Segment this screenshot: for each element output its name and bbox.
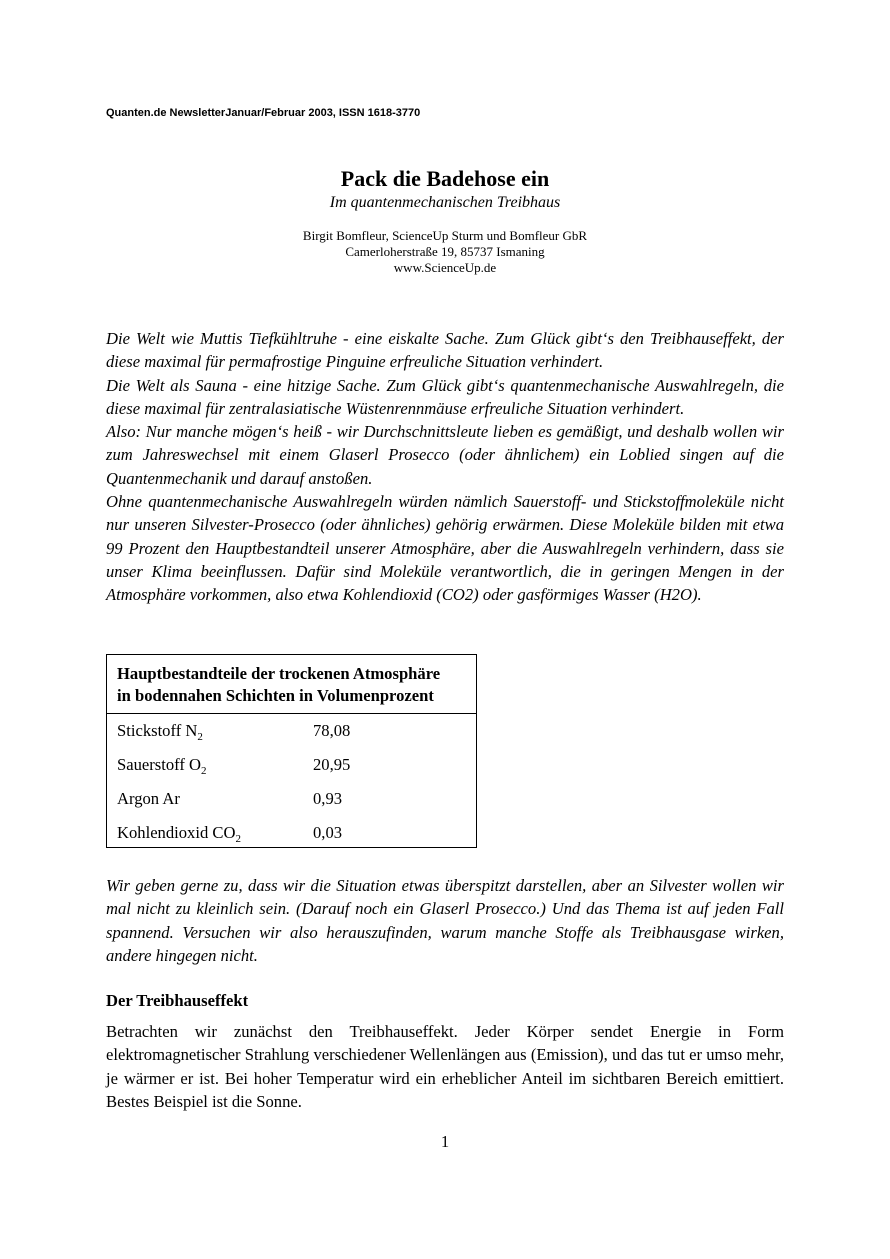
table-heading-line: in bodennahen Schichten in Volumenprozent bbox=[117, 686, 434, 705]
table-heading bbox=[107, 655, 476, 714]
gas-value: 20,95 bbox=[313, 755, 351, 774]
atmosphere-table bbox=[106, 654, 477, 848]
gas-name: Stickstoff $N_2$ bbox=[117, 721, 203, 743]
gas-name: Kohlendioxid $CO_2$ bbox=[117, 823, 241, 845]
after-table-text bbox=[106, 874, 784, 967]
table-heading-line: Hauptbestandteile der trockenen Atmosphäre bbox=[117, 664, 441, 683]
intro-paragraph: Ohne quantenmechanische Auswahlregeln würden nämlich Sauerstoff- und Stickstoffmoleküle nicht nur unseren Silvester-Prosecco (oder ähnliches) gehörig erwärmen. Diese Moleküle bilden mit etwa 99 Prozent den Hauptbestandteil unserer Atmosphäre, aber die Auswahlregeln verhindern, dass sie unser Klima beeinflussen. Dafür sind Moleküle verantwortlich, die in geringen Mengen in der Atmosphäre vorkommen, also etwa Kohlendioxid (CO2) oder gasförmiges Wasser (H2O). bbox=[106, 492, 784, 605]
section-text bbox=[106, 1020, 784, 1113]
table-row bbox=[107, 816, 476, 850]
address-line: Camerloherstraße 19, 85737 Ismaning bbox=[345, 244, 545, 259]
body-paragraph: Betrachten wir zunächst den Treibhauseffekt. Jeder Körper sendet Energie in Form elektromagnetischer Strahlung verschiedener Wellenlängen aus (Emission), und das tut er umso mehr, je wärmer er ist. Bei hoher Temperatur wird ein erheblicher Anteil im sichtbaren Bereich emittiert. Bestes Beispiel ist die Sonne. bbox=[106, 1022, 784, 1111]
table-row bbox=[107, 714, 476, 748]
website-line: www.ScienceUp.de bbox=[393, 260, 497, 275]
page-number: 1 bbox=[440, 1132, 450, 1151]
body-paragraph: Wir geben gerne zu, dass wir die Situation etwas überspitzt darstellen, aber an Silvester wollen wir mal nicht zu kleinlich sein. (Darauf noch ein Glaserl Prosecco.) Und das Thema ist auf jeden Fall spannend. Versuchen wir also herauszufinden, warum manche Stoffe als Treibhausgase wirken, andere hingegen nicht. bbox=[106, 876, 784, 965]
gas-value: 78,08 bbox=[313, 721, 351, 740]
author-block bbox=[0, 228, 890, 276]
article-subtitle: Im quantenmechanischen Treibhaus bbox=[329, 194, 561, 211]
gas-value: 0,93 bbox=[313, 789, 343, 808]
gas-name: Argon Ar bbox=[117, 789, 180, 808]
table-row bbox=[107, 748, 476, 782]
gas-name: Sauerstoff $O_2$ bbox=[117, 755, 207, 777]
intro-text bbox=[106, 327, 784, 607]
article-title: Pack die Badehose ein bbox=[340, 166, 550, 191]
intro-paragraph: Die Welt als Sauna - eine hitzige Sache. Zum Glück gibt‘s quantenmechanische Auswahlregeln, die diese maximal für zentralasiatische Wüstenrennmäuse erfreuliche Situation verhindert. bbox=[106, 375, 784, 418]
gas-value: 0,03 bbox=[313, 823, 343, 842]
table-row bbox=[107, 782, 476, 816]
author-line: Birgit Bomfleur, ScienceUp Sturm und Bomfleur GbR bbox=[302, 228, 588, 243]
intro-paragraph: Also: Nur manche mögen‘s heiß - wir Durchschnittsleute lieben es gemäßigt, und deshalb wollen wir zum Jahreswechsel mit einem Glaserl Prosecco (oder ähnlichem) ein Loblied singen auf die Quantenmechanik und darauf anstoßen. bbox=[106, 422, 784, 488]
title-block bbox=[0, 165, 890, 276]
section-heading: Der Treibhauseffekt bbox=[106, 991, 249, 1010]
intro-paragraph: Die Welt wie Muttis Tiefkühltruhe - eine eiskalte Sache. Zum Glück gibt‘s den Treibhauseffekt, der diese maximal für permafrostige Pinguine erfreuliche Situation verhindert. bbox=[106, 329, 784, 372]
newsletter-header: Quanten.de NewsletterJanuar/Februar 2003, ISSN 1618-3770 bbox=[106, 107, 421, 119]
